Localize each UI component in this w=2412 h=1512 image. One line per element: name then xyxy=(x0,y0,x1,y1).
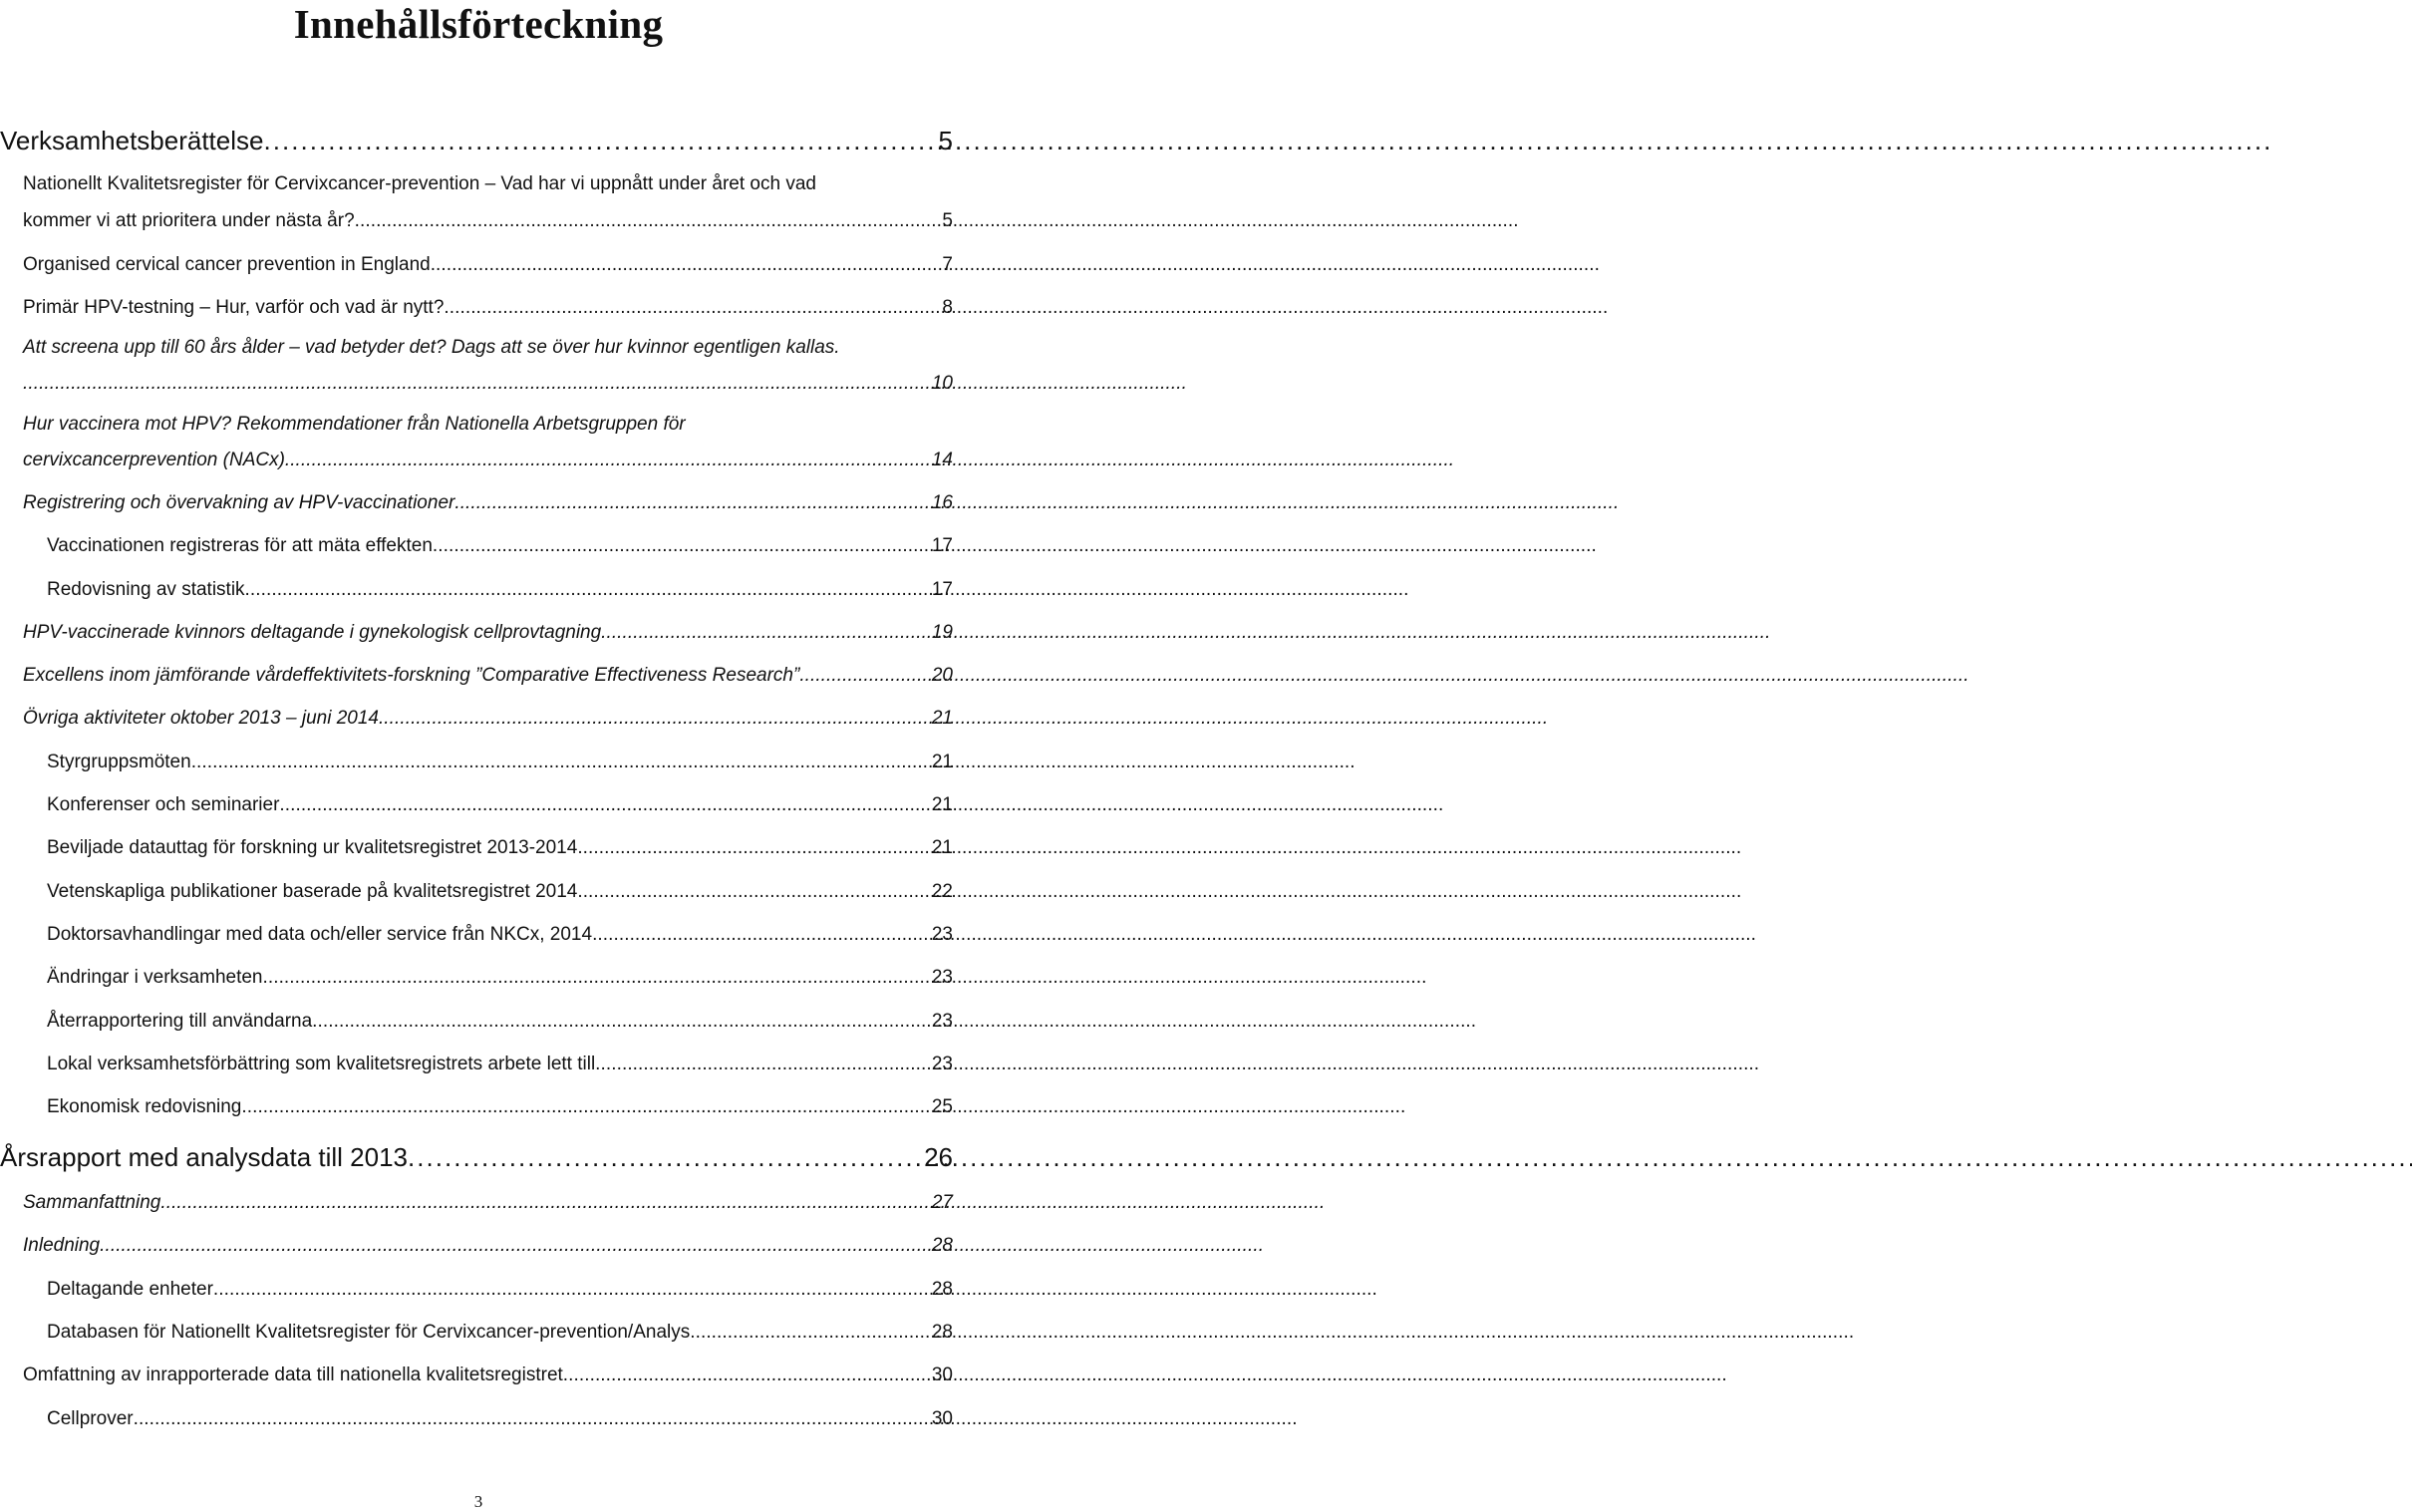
toc-entry-label: Återrapportering till användarna xyxy=(47,1011,313,1032)
toc-leader xyxy=(290,448,930,473)
toc-entry-page: 8 xyxy=(942,297,953,318)
toc-entry[interactable] xyxy=(47,1273,953,1303)
toc-entry-page: 20 xyxy=(931,665,953,686)
toc-entry[interactable] xyxy=(47,529,953,559)
toc-entry[interactable] xyxy=(47,961,953,991)
toc-entry[interactable] xyxy=(23,1229,953,1259)
toc-leader xyxy=(433,533,930,559)
toc-entry-page: 28 xyxy=(931,1235,953,1256)
toc-entry-label: Ekonomisk redovisning xyxy=(47,1096,242,1117)
page-number: 3 xyxy=(473,1492,483,1511)
toc-entry-label: Ändringar i verksamheten xyxy=(47,967,263,988)
toc-entry-label: Verksamhetsberättelse xyxy=(0,126,264,155)
toc-entry-label: Vetenskapliga publikationer baserade på kvalitetsregistret 2014 xyxy=(47,881,578,902)
toc-leader xyxy=(606,620,929,646)
toc-entry[interactable] xyxy=(23,1186,953,1216)
toc-entry[interactable] xyxy=(47,1048,953,1077)
page-title: Innehållsförteckning xyxy=(293,1,664,47)
toc-entry-page: 19 xyxy=(931,622,953,643)
toc-entry-label: Primär HPV-testning – Hur, varför och vad är nytt? xyxy=(23,297,445,318)
toc-entry-page: 14 xyxy=(931,450,953,470)
toc-leader xyxy=(595,1052,930,1077)
toc-entry[interactable] xyxy=(47,831,953,861)
toc-entry[interactable] xyxy=(23,1359,953,1388)
toc-entry-page: 16 xyxy=(931,492,953,513)
toc-entry[interactable] xyxy=(47,918,953,948)
toc-entry-page: 17 xyxy=(931,579,953,600)
toc-leader xyxy=(312,1009,930,1035)
toc-entry[interactable] xyxy=(47,788,953,818)
toc-leader xyxy=(690,1320,930,1346)
toc-entry-page: 17 xyxy=(931,535,953,556)
toc-entry-label: Lokal verksamhetsförbättring som kvalitetsregistrets arbete lett till xyxy=(47,1054,596,1074)
toc-entry-label: Redovisning av statistik xyxy=(47,579,245,600)
toc-entry-label-line1: Att screena upp till 60 års ålder – vad betyder det? Dags att se över hur kvinnor egentligen kallas. xyxy=(23,337,840,358)
toc-entry[interactable] xyxy=(23,248,953,278)
toc-entry[interactable] xyxy=(47,573,953,603)
toc-entry-page: 7 xyxy=(942,254,953,275)
toc-entry-label: Inledning xyxy=(23,1235,101,1256)
toc-leader xyxy=(160,1190,930,1216)
toc-entry-label: Vaccinationen registreras för att mäta effekten xyxy=(47,535,433,556)
toc-leader xyxy=(263,965,930,991)
toc-entry-page: 25 xyxy=(931,1096,953,1117)
toc-entry[interactable] xyxy=(23,444,953,473)
toc-entry-page: 26 xyxy=(924,1142,953,1172)
toc-entry[interactable] xyxy=(47,875,953,905)
toc-entry-label: Omfattning av inrapporterade data till nationella kvalitetsregistret xyxy=(23,1364,563,1385)
toc-entry-label-line1: Nationellt Kvalitetsregister för Cervixcancer-prevention – Vad har vi uppnått under året och vad xyxy=(23,173,816,194)
toc-leader xyxy=(245,577,930,603)
toc-leader xyxy=(436,252,940,278)
toc-leader xyxy=(408,1144,922,1170)
toc-entry[interactable] xyxy=(23,702,953,732)
toc-entry[interactable] xyxy=(23,367,953,397)
toc-entry-label: Beviljade datauttag för forskning ur kvalitetsregistret 2013-2014 xyxy=(47,837,578,858)
toc-entry-page: 21 xyxy=(931,708,953,729)
toc-leader xyxy=(100,1233,930,1259)
toc-leader xyxy=(563,1362,930,1388)
toc-entry-label: Styrgruppsmöten xyxy=(47,752,191,772)
toc-entry-label: Doktorsavhandlingar med data och/eller service från NKCx, 2014 xyxy=(47,924,593,945)
toc-entry-label: kommer vi att prioritera under nästa år? xyxy=(23,210,355,231)
toc-entry-label: Cellprover xyxy=(47,1408,134,1429)
toc-entry-label: Deltagande enheter xyxy=(47,1279,213,1300)
toc-entry-page: 28 xyxy=(931,1322,953,1343)
toc-leader xyxy=(134,1406,930,1432)
toc-entry-page: 27 xyxy=(931,1192,953,1213)
toc-entry[interactable] xyxy=(47,746,953,775)
toc-entry-page: 23 xyxy=(931,1011,953,1032)
toc-entry[interactable] xyxy=(47,1402,953,1432)
toc-entry-label: Övriga aktiviteter oktober 2013 – juni 2014. xyxy=(23,708,385,729)
toc-leader xyxy=(577,879,930,905)
toc-entry-page: 21 xyxy=(931,794,953,815)
toc-leader xyxy=(191,750,930,775)
toc-entry-page: 30 xyxy=(931,1408,953,1429)
toc-entry-page: 21 xyxy=(931,752,953,772)
toc-entry[interactable] xyxy=(47,1005,953,1035)
toc-entry-page: 28 xyxy=(931,1279,953,1300)
toc-entry[interactable] xyxy=(47,1090,953,1120)
toc-leader xyxy=(213,1277,930,1303)
toc-entry-label: Konferenser och seminarier xyxy=(47,794,280,815)
toc-entry-page: 30 xyxy=(931,1364,953,1385)
toc-entry[interactable] xyxy=(23,659,953,689)
toc-leader xyxy=(355,208,941,234)
toc-entry-label: Organised cervical cancer prevention in England. xyxy=(23,254,437,275)
toc-leader xyxy=(23,371,930,397)
toc-entry-page: 21 xyxy=(931,837,953,858)
toc-entry[interactable] xyxy=(23,204,953,234)
toc-entry-page: 23 xyxy=(931,924,953,945)
toc-entry-page: 5 xyxy=(942,210,953,231)
toc-leader xyxy=(279,792,929,818)
toc-entry-label: Excellens inom jämförande vårdeffektivitets-forskning ”Comparative Effectiveness Research”. xyxy=(23,665,805,686)
toc-leader xyxy=(592,922,930,948)
toc-entry-page: 10 xyxy=(931,373,953,394)
toc-entry[interactable] xyxy=(23,486,953,516)
toc-leader xyxy=(577,835,930,861)
toc-entry-label: Databasen för Nationellt Kvalitetsregister för Cervixcancer-prevention/Analys xyxy=(47,1322,691,1343)
toc-leader xyxy=(263,128,936,153)
toc-entry[interactable] xyxy=(0,1134,953,1170)
toc-leader xyxy=(241,1094,929,1120)
toc-entry-label: Sammanfattning xyxy=(23,1192,161,1213)
toc-leader xyxy=(805,663,930,689)
toc-entry-label-line1: Hur vaccinera mot HPV? Rekommendationer från Nationella Arbetsgruppen för xyxy=(23,414,686,435)
toc-entry-label: cervixcancerprevention (NACx). xyxy=(23,450,291,470)
toc-entry[interactable] xyxy=(47,1316,953,1346)
toc-entry[interactable] xyxy=(23,616,953,646)
toc-entry-page: 22 xyxy=(931,881,953,902)
toc-leader xyxy=(454,490,930,516)
toc-entry[interactable] xyxy=(23,291,953,321)
toc-leader xyxy=(444,295,940,321)
toc-entry[interactable] xyxy=(0,120,953,153)
toc-leader xyxy=(384,706,930,732)
toc-entry-page: 5 xyxy=(938,126,953,155)
toc-entry-page: 23 xyxy=(931,1054,953,1074)
toc-entry-label: Registrering och övervakning av HPV-vaccinationer xyxy=(23,492,455,513)
toc-entry-label: Årsrapport med analysdata till 2013 xyxy=(0,1142,409,1172)
toc-entry-page: 23 xyxy=(931,967,953,988)
toc-entry-label: HPV-vaccinerade kvinnors deltagande i gynekologisk cellprovtagning. xyxy=(23,622,607,643)
